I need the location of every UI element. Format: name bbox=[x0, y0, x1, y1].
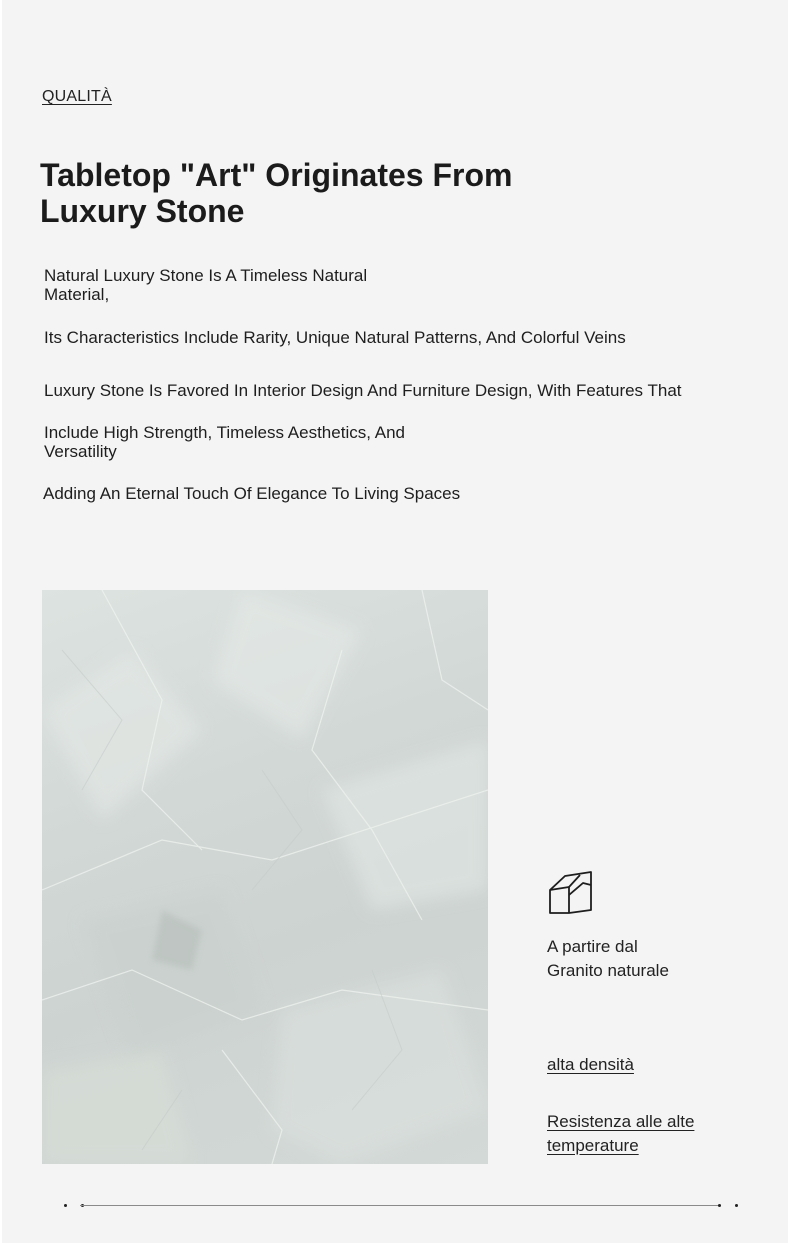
feature-description: A partire dal Granito naturale bbox=[547, 937, 669, 980]
divider-dot bbox=[735, 1204, 738, 1207]
section-headline: Tabletop "Art" Originates From Luxury Stone bbox=[40, 157, 513, 229]
link-high-density[interactable]: alta densità bbox=[547, 1055, 634, 1074]
paragraph-5: Adding An Eternal Touch Of Elegance To Living Spaces bbox=[43, 484, 461, 503]
bottom-divider bbox=[80, 1205, 719, 1206]
divider-dot bbox=[64, 1204, 67, 1207]
house-outline-icon bbox=[547, 870, 593, 916]
section-eyebrow[interactable]: QUALITÀ bbox=[42, 88, 112, 105]
paragraph-1: Natural Luxury Stone Is A Timeless Natural Material, bbox=[44, 266, 368, 304]
quality-section bbox=[2, 0, 788, 1243]
paragraph-3: Luxury Stone Is Favored In Interior Design And Furniture Design, With Features That bbox=[44, 381, 682, 400]
paragraph-4: Include High Strength, Timeless Aesthetics, And Versatility bbox=[44, 423, 405, 461]
paragraph-2: Its Characteristics Include Rarity, Unique Natural Patterns, And Colorful Veins bbox=[44, 328, 626, 347]
stone-texture-image bbox=[42, 590, 488, 1164]
link-heat-resistance[interactable]: Resistenza alle alte temperature bbox=[547, 1112, 695, 1155]
divider-dot bbox=[718, 1204, 721, 1207]
